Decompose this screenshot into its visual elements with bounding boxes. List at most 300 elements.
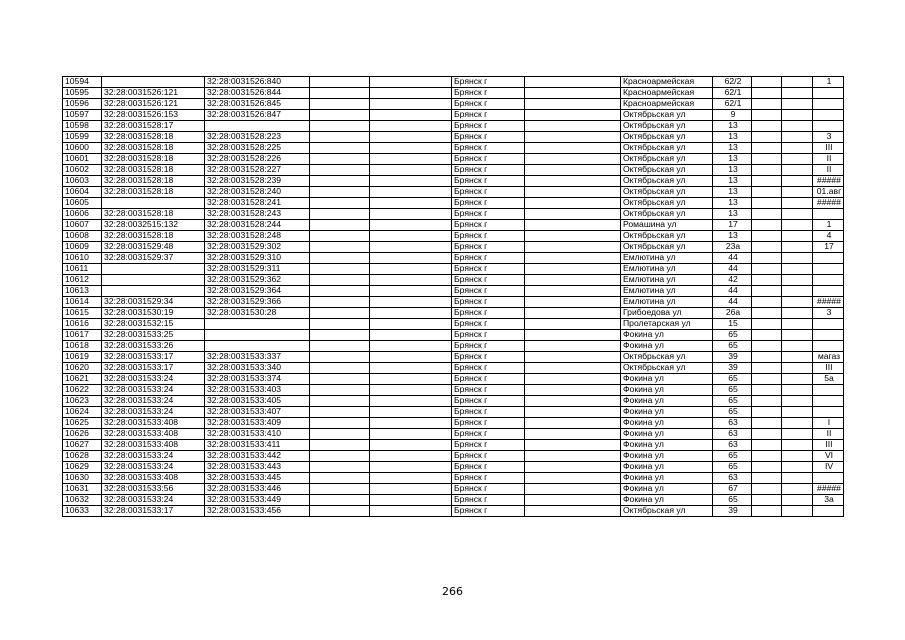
house-cell: 26а [713, 308, 752, 319]
unit-cell: 1 [813, 77, 844, 88]
empty-cell-d [752, 242, 782, 253]
empty-cell-e [782, 462, 813, 473]
unit-cell [813, 88, 844, 99]
empty-cell-b [370, 473, 452, 484]
empty-cell-d [752, 374, 782, 385]
row-number-cell: 10630 [63, 473, 102, 484]
table-row [63, 407, 844, 418]
row-number-cell: 10600 [63, 143, 102, 154]
unit-cell [813, 341, 844, 352]
empty-cell-b [370, 352, 452, 363]
empty-cell-e [782, 242, 813, 253]
city-cell: Брянск г [452, 198, 525, 209]
house-cell: 13 [713, 209, 752, 220]
empty-cell-c [525, 330, 621, 341]
empty-cell-e [782, 352, 813, 363]
city-cell: Брянск г [452, 341, 525, 352]
empty-cell-c [525, 374, 621, 385]
empty-cell-a [310, 374, 370, 385]
empty-cell-b [370, 286, 452, 297]
table-row [63, 363, 844, 374]
row-number-cell: 10595 [63, 88, 102, 99]
house-cell: 13 [713, 143, 752, 154]
street-cell: Красноармейская [621, 99, 713, 110]
empty-cell-e [782, 374, 813, 385]
house-cell: 17 [713, 220, 752, 231]
street-cell: Октябрьская ул [621, 176, 713, 187]
street-cell: Фокина ул [621, 396, 713, 407]
empty-cell-a [310, 396, 370, 407]
empty-cell-e [782, 187, 813, 198]
unit-cell: магаз [813, 352, 844, 363]
empty-cell-a [310, 484, 370, 495]
row-number-cell: 10631 [63, 484, 102, 495]
registry-table [62, 76, 844, 517]
parcel-number-cell: 32:28:0031533:408 [102, 429, 205, 440]
city-cell: Брянск г [452, 154, 525, 165]
table-row [63, 308, 844, 319]
street-cell: Октябрьская ул [621, 165, 713, 176]
parcel-number-cell [102, 198, 205, 209]
row-number-cell: 10594 [63, 77, 102, 88]
house-cell: 42 [713, 275, 752, 286]
parcel-number-cell: 32:28:0031533:26 [102, 341, 205, 352]
empty-cell-e [782, 341, 813, 352]
empty-cell-e [782, 154, 813, 165]
empty-cell-b [370, 297, 452, 308]
empty-cell-b [370, 451, 452, 462]
empty-cell-c [525, 143, 621, 154]
empty-cell-e [782, 330, 813, 341]
unit-cell: 17 [813, 242, 844, 253]
table-row [63, 88, 844, 99]
empty-cell-d [752, 506, 782, 517]
empty-cell-b [370, 275, 452, 286]
empty-cell-d [752, 110, 782, 121]
object-number-cell: 32:28:0031529:364 [205, 286, 310, 297]
empty-cell-b [370, 374, 452, 385]
city-cell: Брянск г [452, 286, 525, 297]
house-cell: 62/2 [713, 77, 752, 88]
empty-cell-e [782, 286, 813, 297]
unit-cell: 4 [813, 231, 844, 242]
table-row [63, 297, 844, 308]
table-row [63, 462, 844, 473]
row-number-cell: 10633 [63, 506, 102, 517]
empty-cell-c [525, 132, 621, 143]
city-cell: Брянск г [452, 385, 525, 396]
object-number-cell: 32:28:0031528:239 [205, 176, 310, 187]
street-cell: Фокина ул [621, 374, 713, 385]
city-cell: Брянск г [452, 110, 525, 121]
city-cell: Брянск г [452, 407, 525, 418]
parcel-number-cell [102, 77, 205, 88]
row-number-cell: 10606 [63, 209, 102, 220]
empty-cell-e [782, 308, 813, 319]
parcel-number-cell: 32:28:0031529:34 [102, 297, 205, 308]
empty-cell-a [310, 385, 370, 396]
empty-cell-b [370, 88, 452, 99]
empty-cell-c [525, 451, 621, 462]
empty-cell-d [752, 484, 782, 495]
row-number-cell: 10617 [63, 330, 102, 341]
table-row [63, 143, 844, 154]
empty-cell-d [752, 275, 782, 286]
empty-cell-e [782, 407, 813, 418]
parcel-number-cell: 32:28:0031526:121 [102, 88, 205, 99]
row-number-cell: 10608 [63, 231, 102, 242]
row-number-cell: 10611 [63, 264, 102, 275]
object-number-cell: 32:28:0031529:311 [205, 264, 310, 275]
unit-cell: 1 [813, 220, 844, 231]
empty-cell-b [370, 330, 452, 341]
table-row [63, 242, 844, 253]
street-cell: Октябрьская ул [621, 187, 713, 198]
empty-cell-e [782, 396, 813, 407]
empty-cell-b [370, 132, 452, 143]
table-row [63, 132, 844, 143]
row-number-cell: 10596 [63, 99, 102, 110]
empty-cell-c [525, 220, 621, 231]
empty-cell-a [310, 440, 370, 451]
empty-cell-c [525, 297, 621, 308]
street-cell: Фокина ул [621, 407, 713, 418]
row-number-cell: 10612 [63, 275, 102, 286]
unit-cell [813, 473, 844, 484]
empty-cell-b [370, 440, 452, 451]
empty-cell-b [370, 319, 452, 330]
row-number-cell: 10614 [63, 297, 102, 308]
city-cell: Брянск г [452, 429, 525, 440]
object-number-cell: 32:28:0031533:409 [205, 418, 310, 429]
city-cell: Брянск г [452, 77, 525, 88]
house-cell: 39 [713, 363, 752, 374]
object-number-cell: 32:28:0031533:405 [205, 396, 310, 407]
parcel-number-cell: 32:28:0031533:17 [102, 363, 205, 374]
unit-cell [813, 385, 844, 396]
object-number-cell: 32:28:0031528:223 [205, 132, 310, 143]
empty-cell-a [310, 165, 370, 176]
empty-cell-d [752, 253, 782, 264]
empty-cell-e [782, 198, 813, 209]
house-cell: 13 [713, 187, 752, 198]
unit-cell: IV [813, 462, 844, 473]
street-cell: Емлютина ул [621, 297, 713, 308]
empty-cell-c [525, 484, 621, 495]
empty-cell-a [310, 154, 370, 165]
empty-cell-c [525, 352, 621, 363]
empty-cell-a [310, 187, 370, 198]
parcel-number-cell: 32:28:0031528:17 [102, 121, 205, 132]
empty-cell-a [310, 451, 370, 462]
city-cell: Брянск г [452, 132, 525, 143]
table-row [63, 440, 844, 451]
street-cell: Емлютина ул [621, 253, 713, 264]
empty-cell-c [525, 286, 621, 297]
empty-cell-e [782, 451, 813, 462]
house-cell: 65 [713, 374, 752, 385]
street-cell: Октябрьская ул [621, 110, 713, 121]
row-number-cell: 10627 [63, 440, 102, 451]
table-row [63, 198, 844, 209]
parcel-number-cell: 32:28:0031533:24 [102, 495, 205, 506]
house-cell: 23а [713, 242, 752, 253]
object-number-cell: 32:28:0031533:340 [205, 363, 310, 374]
street-cell: Емлютина ул [621, 275, 713, 286]
street-cell: Емлютина ул [621, 286, 713, 297]
empty-cell-c [525, 198, 621, 209]
object-number-cell: 32:28:0031533:337 [205, 352, 310, 363]
empty-cell-a [310, 429, 370, 440]
unit-cell: 01.авг [813, 187, 844, 198]
empty-cell-a [310, 132, 370, 143]
parcel-number-cell: 32:28:0031529:48 [102, 242, 205, 253]
street-cell: Октябрьская ул [621, 352, 713, 363]
empty-cell-e [782, 209, 813, 220]
object-number-cell: 32:28:0031529:366 [205, 297, 310, 308]
empty-cell-e [782, 495, 813, 506]
unit-cell: I [813, 418, 844, 429]
table-row [63, 231, 844, 242]
city-cell: Брянск г [452, 165, 525, 176]
object-number-cell: 32:28:0031533:445 [205, 473, 310, 484]
street-cell: Грибоедова ул [621, 308, 713, 319]
row-number-cell: 10610 [63, 253, 102, 264]
street-cell: Фокина ул [621, 341, 713, 352]
empty-cell-d [752, 462, 782, 473]
row-number-cell: 10607 [63, 220, 102, 231]
unit-cell: ##### [813, 176, 844, 187]
city-cell: Брянск г [452, 176, 525, 187]
street-cell: Фокина ул [621, 484, 713, 495]
empty-cell-e [782, 440, 813, 451]
street-cell: Октябрьская ул [621, 154, 713, 165]
table-row [63, 495, 844, 506]
house-cell: 67 [713, 484, 752, 495]
city-cell: Брянск г [452, 253, 525, 264]
house-cell: 62/1 [713, 88, 752, 99]
empty-cell-c [525, 99, 621, 110]
table-row [63, 341, 844, 352]
empty-cell-c [525, 275, 621, 286]
object-number-cell: 32:28:0031529:362 [205, 275, 310, 286]
empty-cell-a [310, 308, 370, 319]
table-row [63, 418, 844, 429]
empty-cell-a [310, 462, 370, 473]
parcel-number-cell: 32:28:0031533:24 [102, 385, 205, 396]
house-cell: 65 [713, 396, 752, 407]
empty-cell-e [782, 99, 813, 110]
empty-cell-a [310, 220, 370, 231]
city-cell: Брянск г [452, 88, 525, 99]
row-number-cell: 10601 [63, 154, 102, 165]
empty-cell-c [525, 231, 621, 242]
parcel-number-cell [102, 264, 205, 275]
house-cell: 63 [713, 473, 752, 484]
empty-cell-c [525, 319, 621, 330]
house-cell: 13 [713, 176, 752, 187]
street-cell: Октябрьская ул [621, 506, 713, 517]
city-cell: Брянск г [452, 418, 525, 429]
unit-cell [813, 396, 844, 407]
row-number-cell: 10632 [63, 495, 102, 506]
object-number-cell: 32:28:0031533:411 [205, 440, 310, 451]
parcel-number-cell: 32:28:0031528:18 [102, 143, 205, 154]
parcel-number-cell: 32:28:0031528:18 [102, 187, 205, 198]
table-row [63, 429, 844, 440]
street-cell: Емлютина ул [621, 264, 713, 275]
city-cell: Брянск г [452, 506, 525, 517]
unit-cell [813, 275, 844, 286]
object-number-cell: 32:28:0031528:244 [205, 220, 310, 231]
street-cell: Октябрьская ул [621, 231, 713, 242]
street-cell: Фокина ул [621, 495, 713, 506]
city-cell: Брянск г [452, 484, 525, 495]
empty-cell-a [310, 418, 370, 429]
row-number-cell: 10598 [63, 121, 102, 132]
street-cell: Октябрьская ул [621, 132, 713, 143]
object-number-cell: 32:28:0031533:443 [205, 462, 310, 473]
street-cell: Фокина ул [621, 451, 713, 462]
unit-cell: II [813, 154, 844, 165]
empty-cell-d [752, 418, 782, 429]
street-cell: Октябрьская ул [621, 143, 713, 154]
house-cell: 65 [713, 385, 752, 396]
house-cell: 13 [713, 165, 752, 176]
table-row [63, 176, 844, 187]
empty-cell-e [782, 319, 813, 330]
street-cell: Фокина ул [621, 429, 713, 440]
empty-cell-e [782, 363, 813, 374]
row-number-cell: 10624 [63, 407, 102, 418]
empty-cell-d [752, 396, 782, 407]
street-cell: Октябрьская ул [621, 121, 713, 132]
house-cell: 44 [713, 264, 752, 275]
empty-cell-e [782, 220, 813, 231]
object-number-cell: 32:28:0031533:456 [205, 506, 310, 517]
parcel-number-cell: 32:28:0032515:132 [102, 220, 205, 231]
street-cell: Фокина ул [621, 418, 713, 429]
city-cell: Брянск г [452, 473, 525, 484]
object-number-cell [205, 341, 310, 352]
empty-cell-c [525, 396, 621, 407]
table-row [63, 264, 844, 275]
house-cell: 65 [713, 407, 752, 418]
unit-cell: 3 [813, 308, 844, 319]
empty-cell-c [525, 440, 621, 451]
empty-cell-e [782, 484, 813, 495]
empty-cell-a [310, 176, 370, 187]
parcel-number-cell: 32:28:0031533:24 [102, 374, 205, 385]
empty-cell-c [525, 473, 621, 484]
house-cell: 63 [713, 418, 752, 429]
empty-cell-c [525, 407, 621, 418]
table-row [63, 220, 844, 231]
table-row [63, 99, 844, 110]
empty-cell-c [525, 264, 621, 275]
unit-cell [813, 110, 844, 121]
unit-cell [813, 264, 844, 275]
street-cell: Фокина ул [621, 473, 713, 484]
empty-cell-a [310, 242, 370, 253]
empty-cell-d [752, 319, 782, 330]
empty-cell-e [782, 264, 813, 275]
empty-cell-e [782, 143, 813, 154]
empty-cell-b [370, 209, 452, 220]
empty-cell-c [525, 385, 621, 396]
object-number-cell: 32:28:0031533:403 [205, 385, 310, 396]
empty-cell-a [310, 286, 370, 297]
city-cell: Брянск г [452, 440, 525, 451]
unit-cell: ##### [813, 484, 844, 495]
table-row [63, 385, 844, 396]
parcel-number-cell: 32:28:0031533:408 [102, 473, 205, 484]
unit-cell [813, 319, 844, 330]
row-number-cell: 10621 [63, 374, 102, 385]
empty-cell-a [310, 264, 370, 275]
table-row [63, 451, 844, 462]
empty-cell-d [752, 165, 782, 176]
empty-cell-b [370, 506, 452, 517]
empty-cell-b [370, 220, 452, 231]
empty-cell-b [370, 165, 452, 176]
city-cell: Брянск г [452, 297, 525, 308]
empty-cell-b [370, 154, 452, 165]
street-cell: Октябрьская ул [621, 242, 713, 253]
object-number-cell: 32:28:0031533:442 [205, 451, 310, 462]
house-cell: 65 [713, 341, 752, 352]
empty-cell-b [370, 495, 452, 506]
house-cell: 65 [713, 495, 752, 506]
empty-cell-a [310, 319, 370, 330]
unit-cell: II [813, 165, 844, 176]
empty-cell-d [752, 440, 782, 451]
object-number-cell: 32:28:0031530:28 [205, 308, 310, 319]
empty-cell-d [752, 363, 782, 374]
empty-cell-d [752, 297, 782, 308]
parcel-number-cell: 32:28:0031528:18 [102, 165, 205, 176]
object-number-cell: 32:28:0031533:410 [205, 429, 310, 440]
parcel-number-cell: 32:28:0031533:408 [102, 418, 205, 429]
object-number-cell: 32:28:0031528:240 [205, 187, 310, 198]
empty-cell-d [752, 407, 782, 418]
parcel-number-cell: 32:28:0031533:17 [102, 506, 205, 517]
unit-cell: ##### [813, 198, 844, 209]
empty-cell-c [525, 506, 621, 517]
empty-cell-a [310, 198, 370, 209]
city-cell: Брянск г [452, 363, 525, 374]
empty-cell-e [782, 165, 813, 176]
row-number-cell: 10616 [63, 319, 102, 330]
empty-cell-d [752, 154, 782, 165]
empty-cell-c [525, 341, 621, 352]
city-cell: Брянск г [452, 99, 525, 110]
city-cell: Брянск г [452, 495, 525, 506]
row-number-cell: 10623 [63, 396, 102, 407]
empty-cell-d [752, 176, 782, 187]
empty-cell-b [370, 363, 452, 374]
empty-cell-e [782, 429, 813, 440]
empty-cell-e [782, 231, 813, 242]
unit-cell [813, 209, 844, 220]
object-number-cell: 32:28:0031528:248 [205, 231, 310, 242]
city-cell: Брянск г [452, 209, 525, 220]
empty-cell-d [752, 286, 782, 297]
parcel-number-cell: 32:28:0031533:408 [102, 440, 205, 451]
object-number-cell [205, 121, 310, 132]
unit-cell: 5а [813, 374, 844, 385]
empty-cell-a [310, 143, 370, 154]
